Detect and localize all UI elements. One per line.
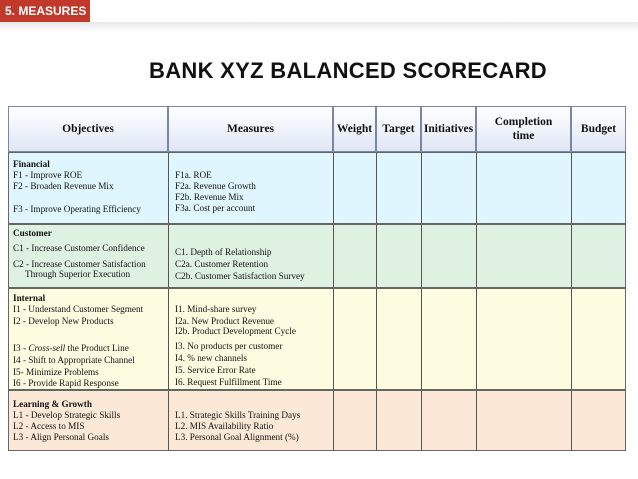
- measure-i3: I3. No products per customer: [175, 341, 283, 351]
- completion-line2: time: [512, 130, 535, 142]
- learning-objectives-cell: [9, 391, 169, 450]
- learning-weight-cell: [334, 391, 377, 450]
- objective-i3-suffix: the Product Line: [65, 343, 129, 353]
- financial-completion-cell: [477, 153, 572, 223]
- financial-target-cell: [377, 153, 422, 223]
- customer-target-cell: [377, 225, 422, 287]
- objective-i3-cross-sell: Cross-sell: [28, 343, 66, 353]
- objective-i6: I6 - Provide Rapid Response: [13, 378, 119, 388]
- objective-f1: F1 - Improve ROE: [13, 170, 83, 180]
- header-target: Target: [376, 106, 421, 152]
- objective-c2-continued: Through Superior Execution: [25, 269, 131, 279]
- internal-weight-cell: [334, 289, 377, 389]
- header-measures: Measures: [168, 106, 333, 152]
- objective-i2: I2 - Develop New Products: [13, 316, 114, 326]
- measure-i5: I5. Service Error Rate: [175, 365, 256, 375]
- header-objectives: Objectives: [8, 106, 168, 152]
- financial-objectives-cell: [9, 153, 169, 223]
- learning-initiatives-cell: [422, 391, 477, 450]
- customer-completion-cell: [477, 225, 572, 287]
- measure-f2a: F2a. Revenue Growth: [175, 181, 256, 191]
- customer-heading: Customer: [13, 228, 52, 238]
- objective-l1: L1 - Develop Strategic Skills: [13, 410, 121, 420]
- header-completion-time: [476, 106, 571, 152]
- measure-f1a: F1a. ROE: [175, 170, 212, 180]
- internal-measures-cell: [169, 289, 334, 389]
- customer-initiatives-cell: [422, 225, 477, 287]
- measure-l1: L1. Strategic Skills Training Days: [175, 410, 301, 420]
- measure-i4: I4. % new channels: [175, 353, 247, 363]
- financial-measures-cell: [169, 153, 334, 223]
- measure-c2a: C2a. Customer Retention: [175, 259, 269, 269]
- row-customer: [8, 224, 626, 288]
- customer-measures-cell: [169, 225, 334, 287]
- objective-i5: I5- Minimize Problems: [13, 367, 99, 377]
- objective-c1: C1 - Increase Customer Confidence: [13, 243, 145, 253]
- internal-initiatives-cell: [422, 289, 477, 389]
- objective-i3: [13, 343, 129, 354]
- customer-weight-cell: [334, 225, 377, 287]
- objective-i1: I1 - Understand Customer Segment: [13, 304, 144, 314]
- measure-l3: L3. Personal Goal Alignment (%): [175, 432, 299, 442]
- customer-objectives-cell: [9, 225, 169, 287]
- completion-line1: Completion: [494, 116, 553, 128]
- measure-i2a: I2a. New Product Revenue: [175, 316, 274, 326]
- page-title: BANK XYZ BALANCED SCORECARD: [149, 58, 547, 83]
- learning-target-cell: [377, 391, 422, 450]
- objective-f3: F3 - Improve Operating Efficiency: [13, 204, 141, 214]
- objective-i3-prefix: I3 -: [13, 343, 29, 353]
- learning-completion-cell: [477, 391, 572, 450]
- financial-weight-cell: [334, 153, 377, 223]
- objective-i4: I4 - Shift to Appropriate Channel: [13, 355, 135, 365]
- financial-initiatives-cell: [422, 153, 477, 223]
- header-weight: Weight: [333, 106, 376, 152]
- measure-f3a: F3a. Cost per account: [175, 203, 256, 213]
- objective-c2: C2 - Increase Customer Satisfaction: [13, 259, 146, 269]
- measure-l2: L2. MIS Availability Ratio: [175, 421, 274, 431]
- measure-i1: I1. Mind-share survey: [175, 304, 257, 314]
- scorecard-table: [8, 106, 626, 451]
- internal-target-cell: [377, 289, 422, 389]
- measure-i6: I6. Request Fulfillment Time: [175, 377, 282, 387]
- internal-completion-cell: [477, 289, 572, 389]
- objective-l2: L2 - Access to MIS: [13, 421, 85, 431]
- learning-heading: Learning & Growth: [13, 399, 92, 409]
- internal-heading: Internal: [13, 293, 46, 303]
- measure-c1: C1. Depth of Relationship: [175, 247, 272, 257]
- row-internal: [8, 288, 626, 390]
- financial-heading: Financial: [13, 159, 50, 169]
- objective-l3: L3 - Align Personal Goals: [13, 432, 109, 442]
- measure-i2b: I2b. Product Development Cycle: [175, 326, 296, 336]
- objective-f2: F2 - Broaden Revenue Mix: [13, 181, 114, 191]
- internal-objectives-cell: [9, 289, 169, 389]
- learning-measures-cell: [169, 391, 334, 450]
- section-label: 5. MEASURES: [0, 0, 90, 22]
- measure-c2b: C2b. Customer Satisfaction Survey: [175, 271, 305, 281]
- section-divider: [0, 22, 638, 32]
- row-learning-growth: [8, 390, 626, 451]
- header-budget: Budget: [571, 106, 626, 152]
- row-financial: [8, 152, 626, 224]
- header-initiatives: Initiatives: [421, 106, 476, 152]
- measure-f2b: F2b. Revenue Mix: [175, 192, 244, 202]
